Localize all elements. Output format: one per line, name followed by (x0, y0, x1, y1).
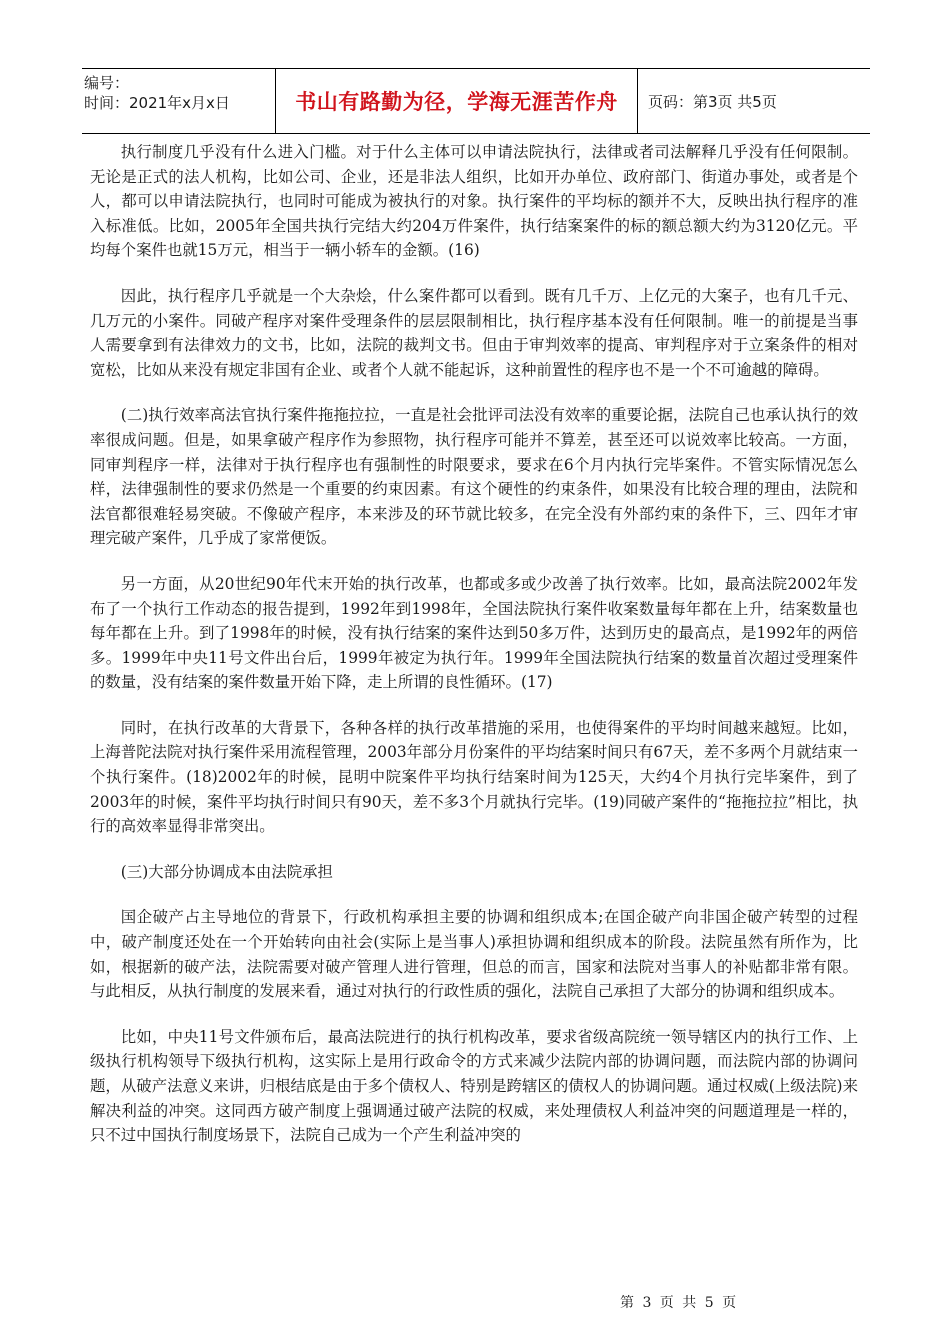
header-meta (82, 69, 276, 133)
body-paragraph: 同时，在执行改革的大背景下，各种各样的执行改革措施的采用，也使得案件的平均时间越来越短。比如，上海普陀法院对执行案件采用流程管理，2003年部分月份案件的平均结案时间只有67天，差不多两个月就结束一个执行案件。(18)2002年的时候，昆明中院案件平均执行结案时间为125天，大约4个月执行完毕案件，到了2003年的时候，案件平均执行时间只有90天，差不多3个月就执行完毕。(19)同破产案件的“拖拖拉拉”相比，执行的高效率显得非常突出。 (90, 718, 858, 836)
page-header (82, 68, 870, 134)
document-body (90, 140, 858, 1169)
body-paragraph: 比如，中央11号文件颁布后，最高法院进行的执行机构改革，要求省级高院统一领导辖区内的执行工作、上级执行机构领导下级执行机构，这实际上是用行政命令的方式来减少法院内部的协调问题，而法院内部的协调问题，从破产法意义来讲，归根结底是由于多个债权人、特别是跨辖区的债权人的协调问题。通过权威(上级法院)来解决利益的冲突。这同西方破产制度上强调通过破产法院的权威，来处理债权人利益冲突的问题道理是一样的，只不过中国执行制度场景下，法院自己成为一个产生利益冲突的 (90, 1027, 858, 1145)
document-date-label: 时间：2021年x月x日 (84, 94, 230, 112)
page-footer: 第 3 页 共 5 页 (620, 1295, 737, 1311)
section-heading: (三)大部分协调成本由法院承担 (120, 862, 333, 881)
header-slogan: 书山有路勤为径，学海无涯苦作舟 (276, 69, 638, 133)
body-paragraph: 因此，执行程序几乎就是一个大杂烩，什么案件都可以看到。既有几千万、上亿元的大案子，也有几千元、几万元的小案件。同破产程序对案件受理条件的层层限制相比，执行程序基本没有任何限制。唯一的前提是当事人需要拿到有法律效力的文书，比如，法院的裁判文书。但由于审判效率的提高、审判程序对于立案条件的相对宽松，比如从来没有规定非国有企业、或者个人就不能起诉，这种前置性的程序也不是一个不可逾越的障碍。 (90, 286, 858, 379)
body-paragraph: 执行制度几乎没有什么进入门槛。对于什么主体可以申请法院执行，法律或者司法解释几乎没有任何限制。无论是正式的法人机构，比如公司、企业，还是非法人组织，比如开办单位、政府部门、街道办事处，或者是个人，都可以申请法院执行，也同时可能成为被执行的对象。执行案件的平均标的额并不大，反映出执行程序的准入标准低。比如，2005年全国共执行完结大约204万件案件，执行结案案件的标的额总额大约为3120亿元。平均每个案件也就15万元，相当于一辆小轿车的金额。(16) (90, 143, 858, 260)
document-number-label: 编号： (84, 74, 130, 92)
body-paragraph: 另一方面，从20世纪90年代末开始的执行改革，也都或多或少改善了执行效率。比如，最高法院2002年发布了一个执行工作动态的报告提到，1992年到1998年，全国法院执行案件收案数量每年都在上升，结案数量也每年都在上升。到了1998年的时候，没有执行结案的案件达到50多万件，达到历史的最高点，是1992年的两倍多。1999年中央11号文件出台后，1999年被定为执行年。1999年全国法院执行结案的数量首次超过受理案件的数量，没有结案的案件数量开始下降，走上所谓的良性循环。(17) (90, 574, 858, 692)
header-page-number: 页码：第3页 共5页 (648, 92, 777, 111)
body-paragraph: (二)执行效率高法官执行案件拖拖拉拉，一直是社会批评司法没有效率的重要论据，法院自己也承认执行的效率很成问题。但是，如果拿破产程序作为参照物，执行程序可能并不算差，甚至还可以说效率比较高。一方面，同审判程序一样，法律对于执行程序也有强制性的时限要求，要求在6个月内执行完毕案件。不管实际情况怎么样，法律强制性的要求仍然是一个重要的约束因素。有这个硬性的约束条件，如果没有比较合理的理由，法院和法官都很难轻易突破。不像破产程序，本来涉及的环节就比较多，在完全没有外部约束的条件下，三、四年才审理完破产案件，几乎成了家常便饭。 (90, 406, 858, 548)
body-paragraph: 国企破产占主导地位的背景下，行政机构承担主要的协调和组织成本;在国企破产向非国企破产转型的过程中，破产制度还处在一个开始转向由社会(实际上是当事人)承担协调和组织成本的阶段。法院虽然有所作为，比如，根据新的破产法，法院需要对破产管理人进行管理，但总的而言，国家和法院对当事人的补贴都非常有限。与此相反，从执行制度的发展来看，通过对执行的行政性质的强化，法院自己承担了大部分的协调和组织成本。 (90, 908, 858, 1001)
